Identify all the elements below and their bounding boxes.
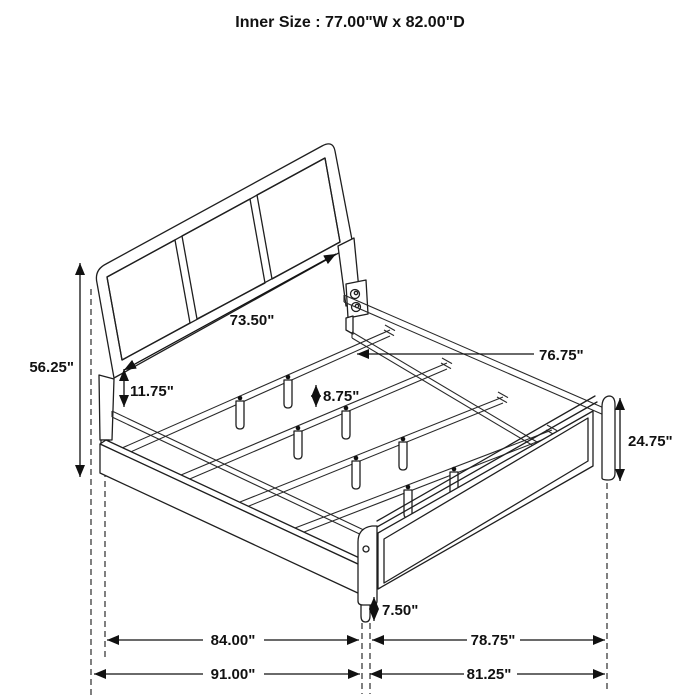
right-inner-rail bbox=[352, 332, 537, 448]
footboard-post-right bbox=[602, 396, 615, 480]
dim-footboard-leg-height bbox=[374, 597, 418, 621]
dim-overall-width bbox=[370, 666, 605, 683]
headboard-leg-right bbox=[346, 316, 353, 334]
slat-leg bbox=[294, 431, 302, 459]
dim-headboard-to-rail bbox=[124, 369, 174, 407]
slat-leg bbox=[352, 461, 360, 489]
dim-label-overall-width: 81.25" bbox=[466, 666, 512, 683]
dim-label-footboard-height: 24.75" bbox=[628, 433, 673, 450]
dim-headboard-height bbox=[29, 263, 80, 477]
dim-label-inner-depth: 84.00" bbox=[210, 632, 256, 649]
slat-leg bbox=[399, 442, 407, 470]
dim-label-slat-leg-height: 8.75" bbox=[323, 388, 360, 405]
footboard-post-left bbox=[358, 526, 377, 605]
dim-label-headboard-width: 73.50" bbox=[229, 312, 275, 329]
footboard bbox=[358, 396, 615, 622]
dim-label-slat-length: 76.75" bbox=[539, 347, 584, 364]
dim-footboard-span bbox=[372, 632, 605, 649]
slat-leg bbox=[284, 380, 292, 408]
dim-slat-leg-height bbox=[316, 385, 359, 407]
rail-bracket-plate bbox=[346, 280, 368, 318]
diagram-title: Inner Size : 77.00"W x 82.00"D bbox=[235, 14, 465, 31]
dim-label-footboard-span: 78.75" bbox=[470, 632, 516, 649]
dim-label-overall-depth: 91.00" bbox=[210, 666, 256, 683]
dim-label-headboard-height: 56.25" bbox=[29, 359, 74, 376]
dim-footboard-height bbox=[620, 398, 673, 481]
dim-inner-depth bbox=[107, 632, 359, 649]
slat-leg bbox=[236, 401, 244, 429]
dim-label-footboard-leg-height: 7.50" bbox=[382, 602, 419, 619]
slat-leg bbox=[342, 411, 350, 439]
side-rail-left bbox=[100, 440, 366, 594]
dim-label-headboard-to-rail: 11.75" bbox=[130, 383, 174, 400]
headboard-post-left bbox=[99, 375, 114, 440]
headboard-frame-outer bbox=[96, 144, 353, 378]
side-rail-left-top bbox=[100, 440, 366, 565]
dim-overall-depth bbox=[94, 666, 360, 683]
